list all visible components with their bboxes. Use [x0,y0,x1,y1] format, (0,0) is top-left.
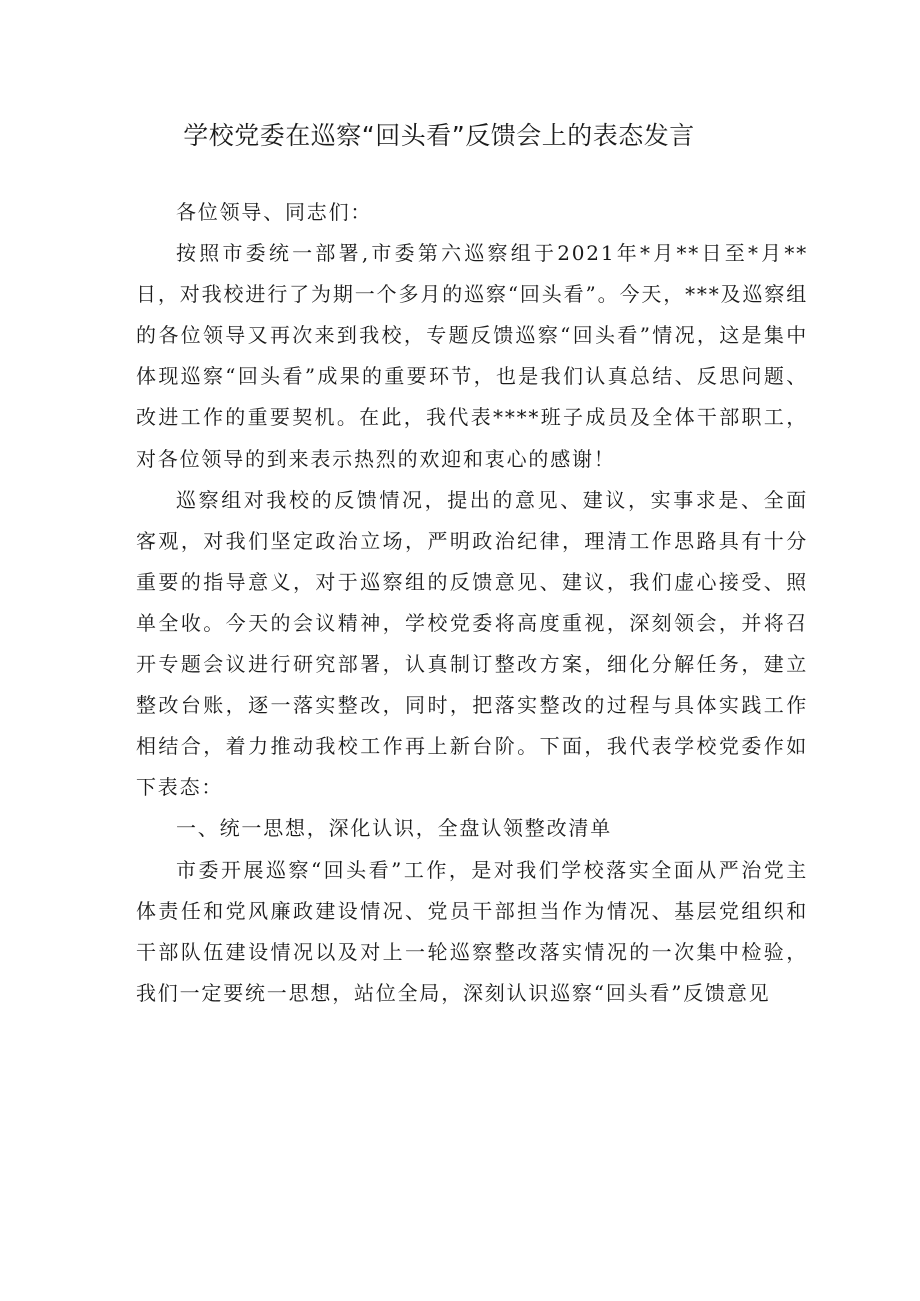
document-body [136,192,808,1014]
feedback-paragraph: 巡察组对我校的反馈情况，提出的意见、建议，实事求是、全面客观，对我们坚定政治立场，严明政治纪律，理清工作思路具有十分重要的指导意义，对于巡察组的反馈意见、建议，我们虚心接受、照单全收。今天的会议精神，学校党委将高度重视，深刻领会，并将召开专题会议进行研究部署，认真制订整改方案，细化分解任务，建立整改台账，逐一落实整改，同时，把落实整改的过程与具体实践工作相结合，着力推动我校工作再上新台阶。下面，我代表学校党委作如下表态： [136,487,808,800]
intro-paragraph: 按照市委统一部署,市委第六巡察组于2021年*月**日至*月**日，对我校进行了为期一个多月的巡察“回头看”。今天，***及巡察组的各位领导又再次来到我校，专题反馈巡察“回头看”情况，这是集中体现巡察“回头看”成果的重要环节，也是我们认真总结、反思问题、改进工作的重要契机。在此，我代表****班子成员及全体干部职工，对各位领导的到来表示热烈的欢迎和衷心的感谢！ [136,241,808,471]
section-heading-1: 一、统一思想，深化认识，全盘认领整改清单 [176,816,612,841]
section-1-paragraph: 市委开展巡察“回头看”工作，是对我们学校落实全面从严治党主体责任和党风廉政建设情况、党员干部担当作为情况、基层党组织和干部队伍建设情况以及对上一轮巡察整改落实情况的一次集中检验，我们一定要统一思想，站位全局，深刻认识巡察“回头看”反馈意见 [136,857,808,1005]
document-title: 学校党委在巡察“回头看”反馈会上的表态发言 [183,121,695,150]
greeting-paragraph: 各位领导、同志们： [176,200,373,224]
